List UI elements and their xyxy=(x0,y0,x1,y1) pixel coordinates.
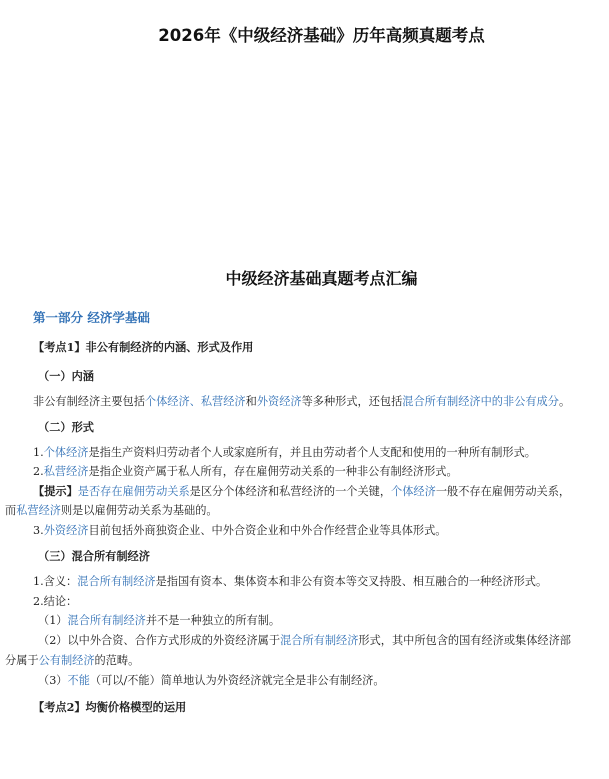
highlight-term: 个体经济 xyxy=(144,395,190,408)
highlight-term: 是否存在雇佣劳动关系 xyxy=(77,485,190,498)
highlight-term: 私营经济 xyxy=(43,465,89,478)
text: 的范畴。 xyxy=(94,654,140,667)
text: 等多种形式，还包括 xyxy=(301,395,403,408)
section-2-heading: （二）形式 xyxy=(38,420,94,434)
tip-line-2 xyxy=(5,503,218,518)
kp1-heading: 【考点1】非公有制经济的内涵、形式及作用 xyxy=(33,340,254,354)
highlight-term: 外资经济 xyxy=(43,524,89,537)
text: 则是以雇佣劳动关系为基础的。 xyxy=(60,504,218,517)
text: 而 xyxy=(5,504,17,517)
section-2-item-3 xyxy=(33,523,446,538)
item-number: （3） xyxy=(38,674,68,687)
document-subtitle: 中级经济基础真题考点汇编 xyxy=(225,269,418,288)
text: 是指企业资产属于私人所有，存在雇佣劳动关系的一种非公有制经济形式。 xyxy=(88,465,458,478)
section-3-heading: （三）混合所有制经济 xyxy=(38,549,150,563)
highlight-term: 混合所有制经济 xyxy=(77,575,156,588)
text: 分属于 xyxy=(5,654,39,667)
kp2-heading: 【考点2】均衡价格模型的运用 xyxy=(33,700,187,714)
highlight-term: 个体经济 xyxy=(391,485,436,498)
tip-line-1 xyxy=(33,484,570,499)
text: 是区分个体经济和私营经济的一个关键， xyxy=(189,485,392,498)
text: 非公有制经济主要包括 xyxy=(33,395,145,408)
item-number: 2. xyxy=(33,465,44,478)
item-number: （1） xyxy=(38,614,68,627)
text: 。 xyxy=(558,395,571,408)
text: （可以/不能）简单地认为外资经济就完全是非公有制经济。 xyxy=(89,674,385,687)
section-3-definition xyxy=(33,574,547,589)
conclusion-2-line-2 xyxy=(5,653,139,668)
highlight-term: 混合所有制经济 xyxy=(67,614,146,627)
highlight-term: 混合所有制经济 xyxy=(280,634,359,647)
text: 1.含义： xyxy=(33,575,78,588)
text: 一般不存在雇佣劳动关系， xyxy=(435,485,571,498)
item-number: 3. xyxy=(33,524,44,537)
text: 是指生产资料归劳动者个人或家庭所有，并且由劳动者个人支配和使用的一种所有制形式。 xyxy=(88,446,536,459)
text: 、 xyxy=(189,395,201,408)
section-1-heading: （一）内涵 xyxy=(38,369,94,383)
item-number: 1. xyxy=(33,446,44,459)
text: 目前包括外商独资企业、中外合资企业和中外合作经营企业等具体形式。 xyxy=(88,524,447,537)
highlight-term: 个体经济 xyxy=(43,446,89,459)
section-2-item-1 xyxy=(33,445,536,460)
section-2-item-2 xyxy=(33,464,458,479)
text: 和 xyxy=(245,395,257,408)
highlight-term: 不能 xyxy=(67,674,90,687)
part-heading: 第一部分 经济学基础 xyxy=(33,310,150,325)
highlight-term: 公有制经济 xyxy=(38,654,95,667)
document-title: 2026年《中级经济基础》历年高频真题考点 xyxy=(158,26,485,45)
highlight-term: 外资经济 xyxy=(256,395,302,408)
highlight-term: 混合所有制经济中的非公有成分 xyxy=(402,395,559,408)
text: 并不是一种独立的所有制。 xyxy=(145,614,281,627)
section-1-paragraph xyxy=(33,394,570,409)
text: 是指国有资本、集体资本和非公有资本等交叉持股、相互融合的一种经济形式。 xyxy=(155,575,548,588)
conclusion-2-line-1 xyxy=(38,633,571,648)
tip-label: 【提示】 xyxy=(33,484,78,498)
section-3-conclusion-label: 2.结论： xyxy=(33,595,78,608)
text: 形式，其中所包含的国有经济或集体经济部 xyxy=(358,634,571,647)
highlight-term: 私营经济 xyxy=(200,395,246,408)
conclusion-3 xyxy=(38,673,385,688)
highlight-term: 私营经济 xyxy=(16,504,61,517)
conclusion-1 xyxy=(38,613,280,628)
text: （2）以中外合资、合作方式形成的外资经济属于 xyxy=(38,634,281,647)
